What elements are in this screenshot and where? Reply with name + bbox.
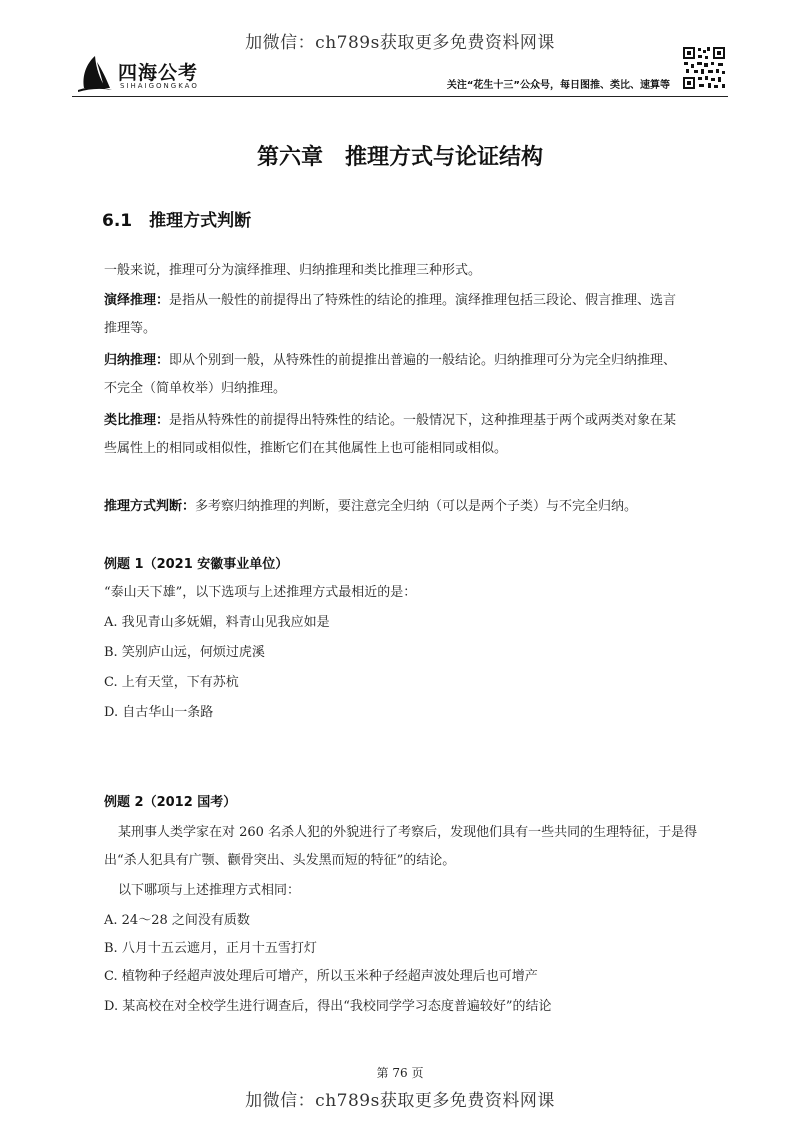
example-1-option-c: C. 上有天堂，下有苏杭 bbox=[104, 675, 239, 690]
inductive-label: 归纳推理： bbox=[104, 353, 170, 368]
watermark-top: 加微信：ch789s获取更多免费资料网课 bbox=[245, 33, 555, 53]
deductive-text: 是指从一般性的前提得出了特殊性的结论的推理。演绎推理包括三段论、假言推理、选言 bbox=[169, 293, 677, 308]
judgment-paragraph bbox=[104, 492, 637, 522]
example-2-option-c: C. 植物种子经超声波处理后可增产，所以玉米种子经超声波处理后也可增产 bbox=[104, 969, 538, 984]
brand-logo bbox=[76, 54, 236, 96]
example-1-option-b: B. 笑别庐山远，何烦过虎溪 bbox=[104, 645, 265, 660]
watermark-bottom: 加微信：ch789s获取更多免费资料网课 bbox=[245, 1091, 555, 1111]
inductive-text: 即从个别到一般，从特殊性的前提推出普遍的一般结论。归纳推理可分为完全归纳推理、 bbox=[169, 353, 677, 368]
example-2-stem-line-2: 出“杀人犯具有广颚、颧骨突出、头发黑而短的特征”的结论。 bbox=[104, 853, 456, 868]
example-1-question: “泰山天下雄”，以下选项与上述推理方式最相近的是： bbox=[104, 585, 417, 600]
example-2-title: 例题 2（2012 国考） bbox=[104, 795, 237, 810]
sail-logo-icon bbox=[76, 54, 114, 94]
analogical-line-2: 些属性上的相同或相似性，推断它们在其他属性上也可能相同或相似。 bbox=[104, 441, 508, 456]
intro-paragraph: 一般来说，推理可分为演绎推理、归纳推理和类比推理三种形式。 bbox=[104, 263, 482, 278]
example-2-option-b: B. 八月十五云遮月，正月十五雪打灯 bbox=[104, 941, 317, 956]
deductive-line-2: 推理等。 bbox=[104, 321, 157, 336]
logo-subtext: SIHAIGONGKAO bbox=[120, 82, 199, 90]
deductive-label: 演绎推理： bbox=[104, 293, 170, 308]
example-1-option-a: A. 我见青山多妩媚，料青山见我应如是 bbox=[104, 615, 330, 630]
page-header bbox=[72, 46, 728, 96]
qr-code-icon bbox=[682, 46, 726, 90]
header-divider bbox=[72, 96, 728, 97]
inductive-line-2: 不完全（简单枚举）归纳推理。 bbox=[104, 381, 287, 396]
page-number: 第 76 页 bbox=[376, 1066, 424, 1080]
section-title: 6.1 推理方式判断 bbox=[102, 211, 252, 231]
example-2-option-d: D. 某高校在对全校学生进行调查后，得出“我校同学学习态度普遍较好”的结论 bbox=[104, 999, 552, 1014]
inductive-line-1 bbox=[104, 346, 676, 376]
header-note: 关注“花生十三”公众号，每日图推、类比、速算等 bbox=[446, 80, 670, 91]
logo-text: 四海公考 bbox=[118, 62, 199, 84]
example-2-option-a: A. 24～28 之间没有质数 bbox=[104, 913, 250, 928]
example-2-stem-line-1: 某刑事人类学家在对 260 名杀人犯的外貌进行了考察后，发现他们具有一些共同的生理特征，于是得 bbox=[118, 825, 698, 840]
chapter-title: 第六章 推理方式与论证结构 bbox=[256, 145, 543, 170]
example-2-question: 以下哪项与上述推理方式相同： bbox=[118, 883, 301, 898]
analogical-label: 类比推理： bbox=[104, 413, 170, 428]
example-1-title: 例题 1（2021 安徽事业单位） bbox=[104, 557, 289, 572]
judgment-text: 多考察归纳推理的判断，要注意完全归纳（可以是两个子类）与不完全归纳。 bbox=[195, 499, 638, 514]
analogical-text: 是指从特殊性的前提得出特殊性的结论。一般情况下，这种推理基于两个或两类对象在某 bbox=[169, 413, 677, 428]
deductive-line-1 bbox=[104, 286, 676, 316]
judgment-label: 推理方式判断： bbox=[104, 499, 196, 514]
analogical-line-1 bbox=[104, 406, 676, 436]
example-1-option-d: D. 自古华山一条路 bbox=[104, 705, 214, 720]
